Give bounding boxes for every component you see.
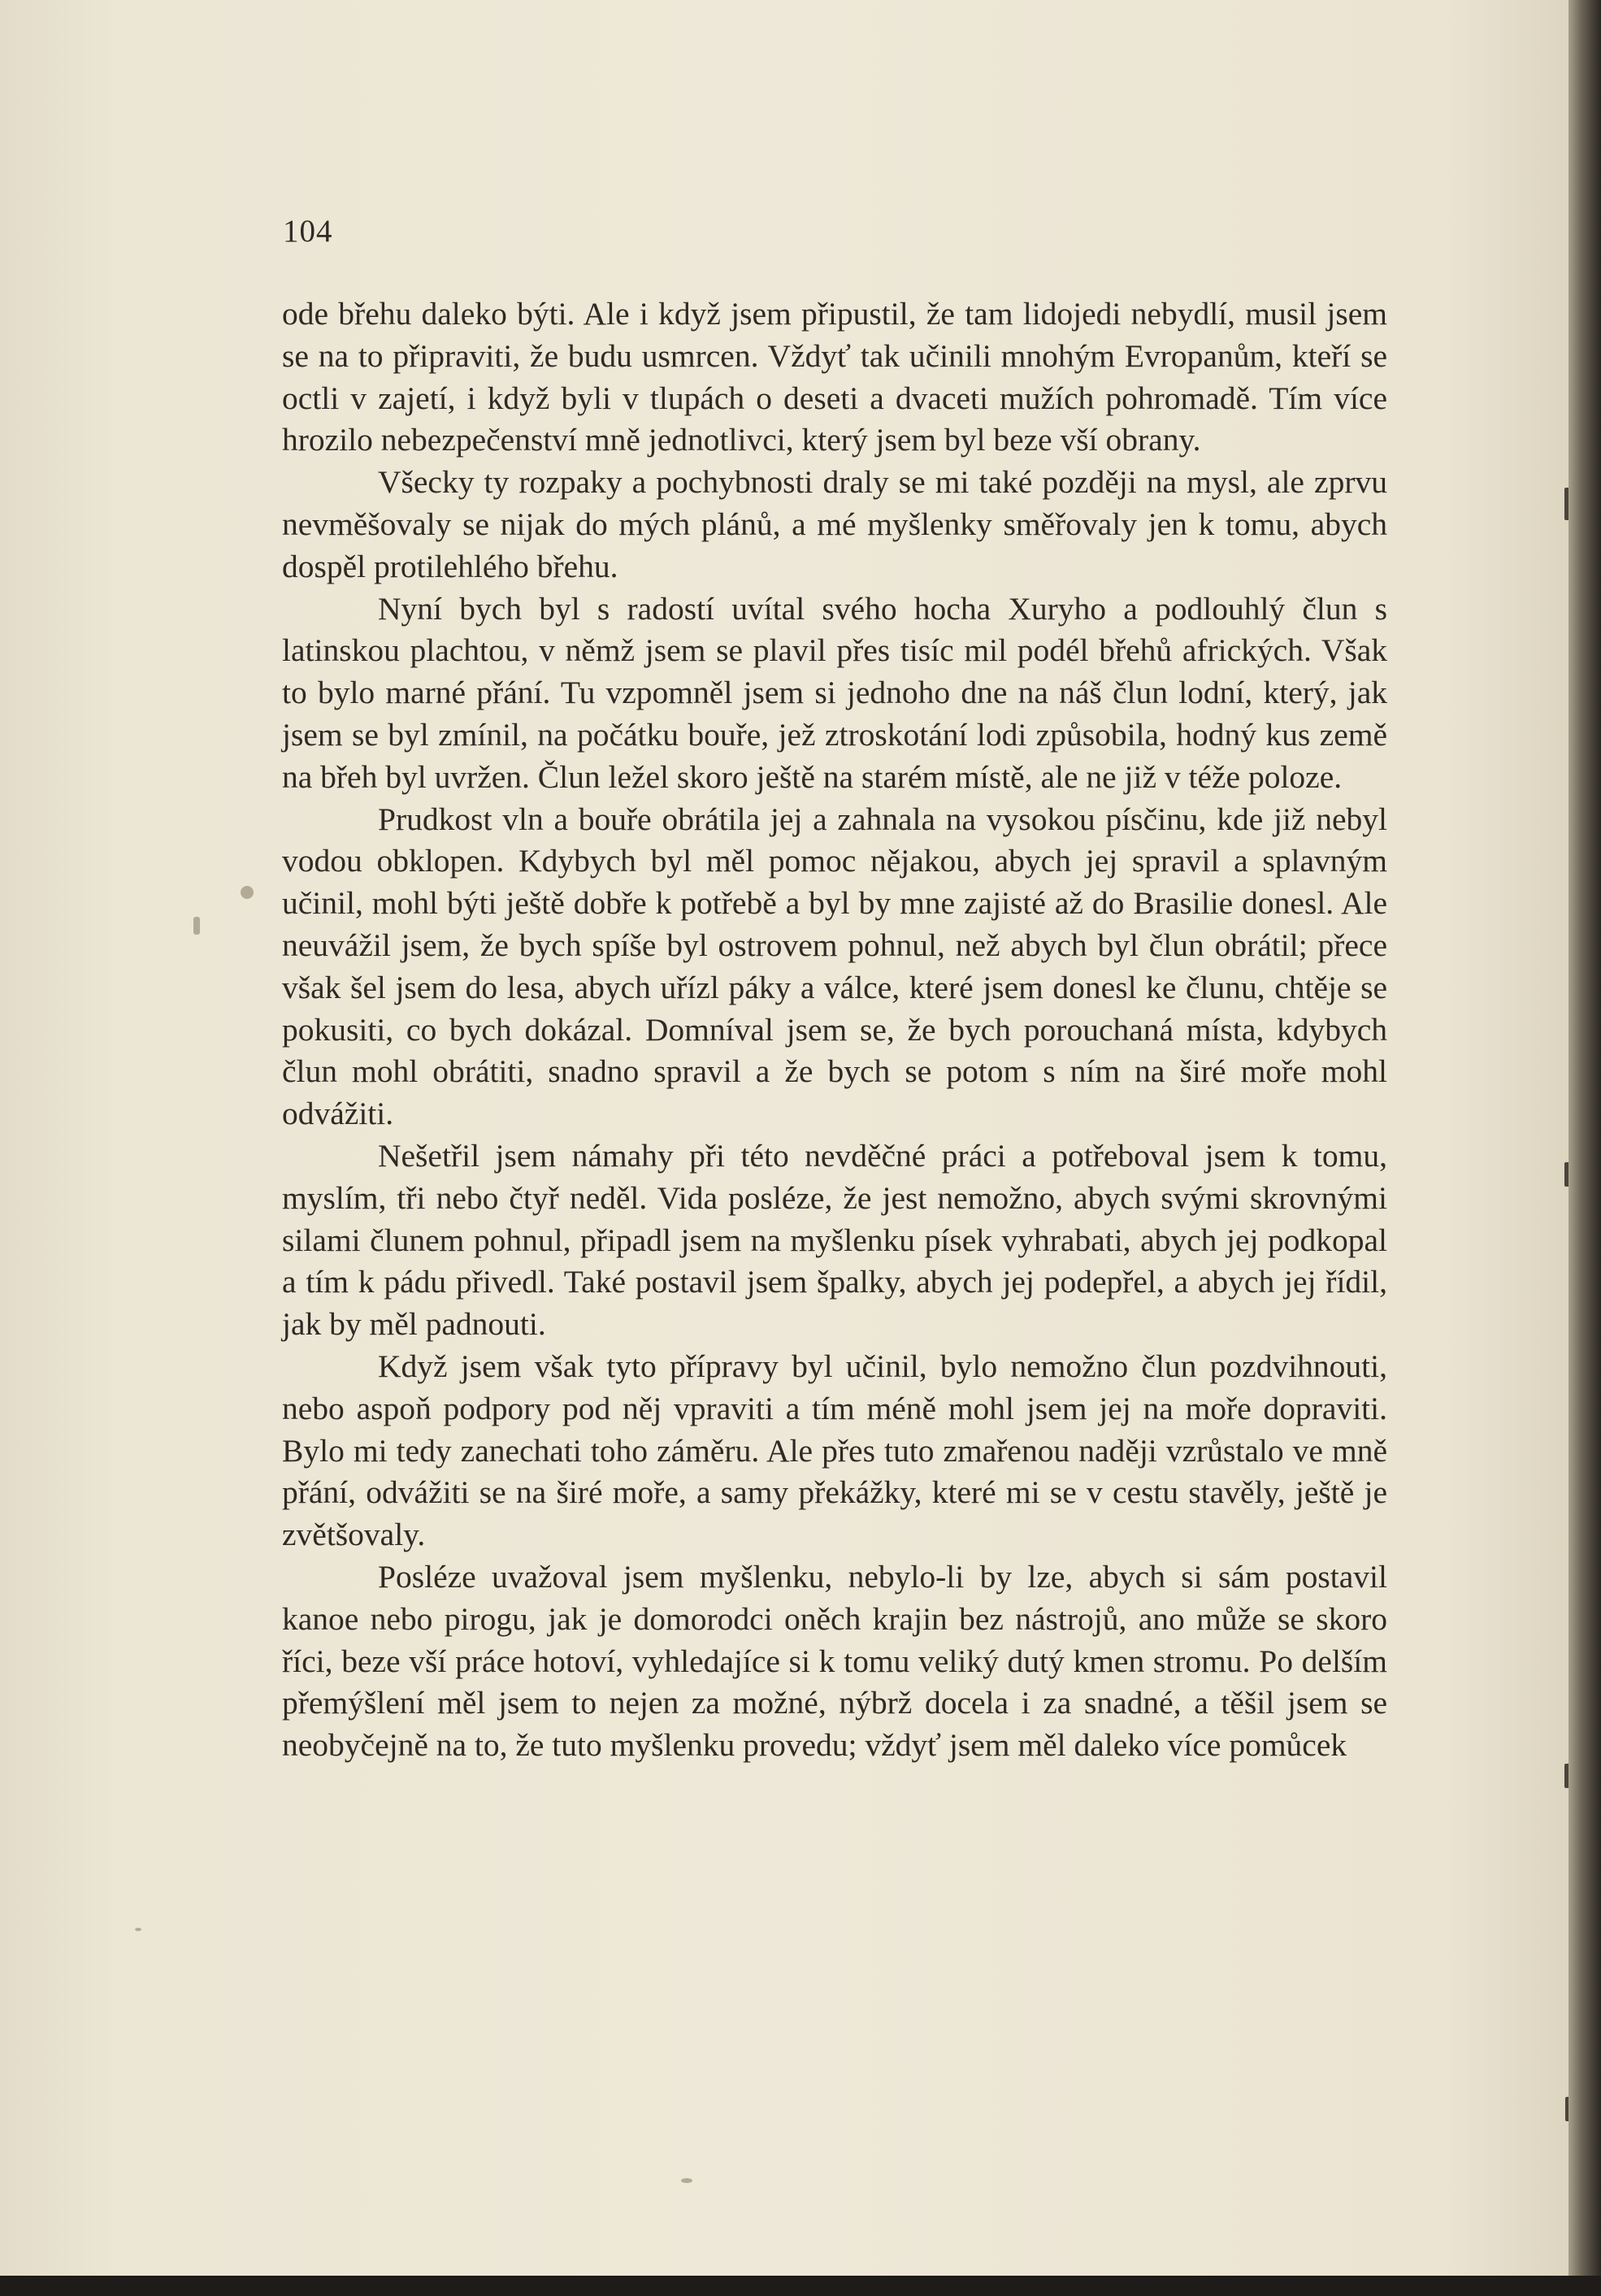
paragraph-7: Posléze uvažoval jsem myšlenku, nebylo-li by lze, abych si sám postavil kanoe nebo pirogu, jak je domorodci oněch krajin bez nástrojů, ano může se skoro říci, beze vší práce hotoví, vyhledajíce si k tomu veliký dutý kmen stromu. Po delším přemýšlení měl jsem to nejen za možné, nýbrž docela i za snadné, a těšil jsem se neobyčejně na to, že tuto myšlenku provedu; vždyť jsem měl daleko více pomůcek — [282, 1558, 1387, 1764]
ink-speck — [241, 886, 254, 899]
page-edge-bottom — [0, 2276, 1601, 2296]
paragraph-5: Nešetřil jsem námahy při této nevděčné práci a potřeboval jsem k tomu, myslím, tři nebo čtyř neděl. Vida posléze, že jest nemožno, abych svými skrovnými silami člunem pohnul, připadl jsem na myšlenku písek vyhrabati, abych jej podkopal a tím k pádu přivedl. Také postavil jsem špalky, abych jej podepřel, a abych jej řídil, jak by měl padnouti. — [282, 1137, 1387, 1343]
page-number: 104 — [283, 214, 333, 249]
paragraph-2: Všecky ty rozpaky a pochybnosti draly se mi také později na mysl, ale zprvu nevměšovaly se nijak do mých plánů, a mé myšlenky směřovaly jen k tomu, abych dospěl protilehlého břehu. — [282, 464, 1387, 584]
ink-speck — [193, 917, 200, 935]
paragraph-1: ode břehu daleko býti. Ale i když jsem připustil, že tam lidojedi nebydlí, musil jsem se na to připraviti, že budu usmrcen. Vždyť tak učinili mnohým Evropanům, kteří se octli v zajetí, i když byli v tlupách o deseti a dvaceti mužích pohromadě. Tím více hrozilo nebezpečenství mně jednotlivci, který jsem byl beze vší obrany. — [282, 296, 1387, 458]
page-edge-right — [1568, 0, 1601, 2296]
ink-speck — [681, 2178, 692, 2183]
body-text — [282, 293, 1387, 1767]
ink-speck — [135, 1928, 141, 1931]
paragraph-4: Prudkost vln a bouře obrátila jej a zahnala na vysokou písčinu, kde již nebyl vodou obklopen. Kdybych byl měl pomoc nějakou, abych jej spravil a splavným učinil, mohl býti ještě dobře k potřebě a byl by mne zajisté až do Brasilie donesl. Ale neuvážil jsem, že bych spíše byl ostrovem pohnul, než abych byl člun obrátil; přece však šel jsem do lesa, abych uřízl páky a válce, které jsem donesl ke člunu, chtěje se pokusiti, co bych dokázal. Domníval jsem se, že bych porouchaná místa, kdybych člun mohl obrátiti, snadno spravil a že bych se potom s ním na širé moře mohl odvážiti. — [282, 801, 1387, 1132]
paragraph-6: Když jsem však tyto přípravy byl učinil, bylo nemožno člun pozdvihnouti, nebo aspoň podpory pod něj vpraviti a tím méně mohl jsem jej na moře dopraviti. Bylo mi tedy zanechati toho záměru. Ale přes tuto zmařenou naději vzrůstalo ve mně přání, odvážiti se na širé moře, a samy překážky, které mi se v cestu stavěly, ještě je zvětšovaly. — [282, 1348, 1387, 1553]
paragraph-3: Nyní bych byl s radostí uvítal svého hocha Xuryho a podlouhlý člun s latinskou plachtou, v němž jsem se plavil přes tisíc mil podél břehů afrických. Však to bylo marné přání. Tu vzpomněl jsem si jednoho dne na náš člun lodní, který, jak jsem se byl zmínil, na počátku bouře, jež ztroskotání lodi způsobila, hodný kus země na břeh byl uvržen. Člun ležel skoro ještě na starém místě, ale ne již v téže poloze. — [282, 590, 1387, 795]
